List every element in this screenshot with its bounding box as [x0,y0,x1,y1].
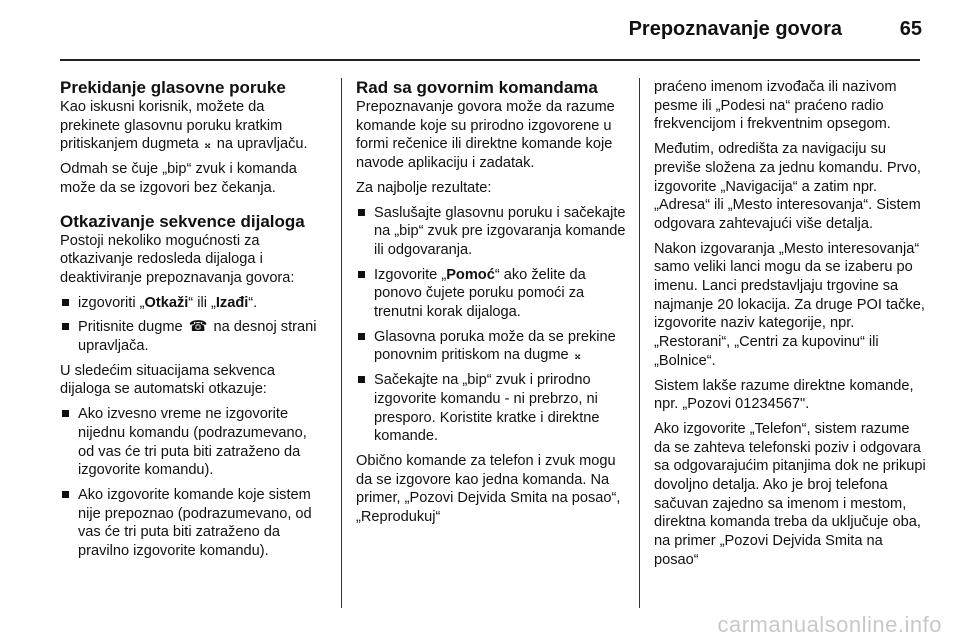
section-title-cancel: Otkazivanje sekvence dijaloga [60,211,305,231]
page-title: Prepoznavanje govora [628,18,842,40]
column-3 [654,78,926,576]
paragraph: U sledećim situacijama sekvenca dijaloga se automatski otkazuje: [60,362,275,398]
list-item: Saslušajte glasovnu poruku i sačekajte na „bip“ zvuk pre izgovaranja komande ili odgovaranja. [356,204,626,260]
voice-button-icon: 𝄪 [574,347,581,363]
voice-button-icon: 𝄪 [204,136,211,152]
paragraph: Postoji nekoliko mogućnosti za otkazivanje redosleda dijaloga i deaktiviranje prepoznavanja govora: [60,232,295,286]
page-header [0,0,960,60]
watermark: carmanualsonline.info [717,612,942,637]
section-title-commands: Rad sa govornim komandama [356,78,598,97]
paragraph: Za najbolje rezultate: [356,179,492,196]
list-item: Ako izgovorite komande koje sistem nije prepoznao (podrazumevano, od vas će tri puta biti zatraženo da pravilno izgovorite komandu). [60,486,326,561]
paragraph: Nakon izgovaranja „Mesto interesovanja“ samo veliki lanci mogu da se izaberu po imenu. Lanci predstavljaju trgovine sa najmanje 20 lokacija. Za druge POI tačke, izgovorite naziv kategorije, npr. „Restorani“, „Centri za kupovinu“ ili „Bolnice“. [654,240,925,369]
paragraph: Prepoznavanje govora može da razume komande koje su prirodno izgovorene u formi rečenice ili direktne komande koje navode aplikaciju i zadatak. [356,99,615,172]
paragraph: praćeno imenom izvođača ili nazivom pesme ili „Podesi na“ praćeno radio frekvencijom i frekventnim opsegom. [654,79,897,133]
column-divider-2 [639,78,640,608]
section-title-interrupt: Prekidanje glasovne poruke [60,78,286,97]
paragraph: Ako izgovorite „Telefon“, sistem razume da se zahteva telefonski poziv i odgovara sa odgovarajućim pitanjima dok ne prikupi dovoljno detalja. Ako je broj telefona sačuvan zajedno sa imenom i mestom, direktna komanda treba da uključuje oba, na primer „Pozovi Dejvida Smita na posao“ [654,420,926,568]
paragraph: Odmah se čuje „bip“ zvuk i komanda može da se izgovori bez čekanja. [60,161,297,196]
column-divider-1 [341,78,342,608]
paragraph: Međutim, odredišta za navigaciju su previše složena za jednu komandu. Prvo, izgovorite „Navigacija“ a zatim npr. „Adresa“ ili „Mesto interesovanja“. Sistem odgovara zahtevajući više detalja. [654,141,921,232]
hang-up-icon: ☎ [188,318,208,336]
header-divider [60,59,920,61]
paragraph: Sistem lakše razume direktne komande, npr. „Pozovi 01234567". [654,377,914,413]
list-item: Ako izvesno vreme ne izgovorite nijednu komandu (podrazumevano, od vas će tri puta biti zatraženo da izgovorite komandu). [60,405,326,480]
paragraph: Obično komande za telefon i zvuk mogu da se izgovore kao jedna komanda. Na primer, „Pozovi Dejvida Smita na posao“, „Reprodukuj“ [356,452,621,526]
column-2 [356,78,626,533]
bullet-list [60,294,326,356]
list-item: Glasovna poruka može da se prekine ponovnim pritiskom na dugme 𝄪 [356,328,626,365]
bullet-list [356,204,626,446]
paragraph: Kao iskusni korisnik, možete da prekinete glasovnu poruku kratkim pritiskanjem dugmeta 𝄪 na upravljaču. [60,99,308,153]
page-number: 65 [899,18,922,40]
list-item: Sačekajte na „bip“ zvuk i prirodno izgovorite komandu - ni prebrzo, ni presporo. Koristite kratke i direktne komande. [356,371,626,446]
column-1 [60,78,326,567]
list-item: Pritisnite dugme ☎ na desnoj strani upravljača. [60,318,326,355]
list-item: Izgovorite „Pomoć“ ako želite da ponovo čujete poruku pomoći za trenutni korak dijaloga. [356,266,626,322]
list-item: izgovoriti „Otkaži“ ili „Izađi“. [60,294,326,313]
bullet-list [60,405,326,561]
